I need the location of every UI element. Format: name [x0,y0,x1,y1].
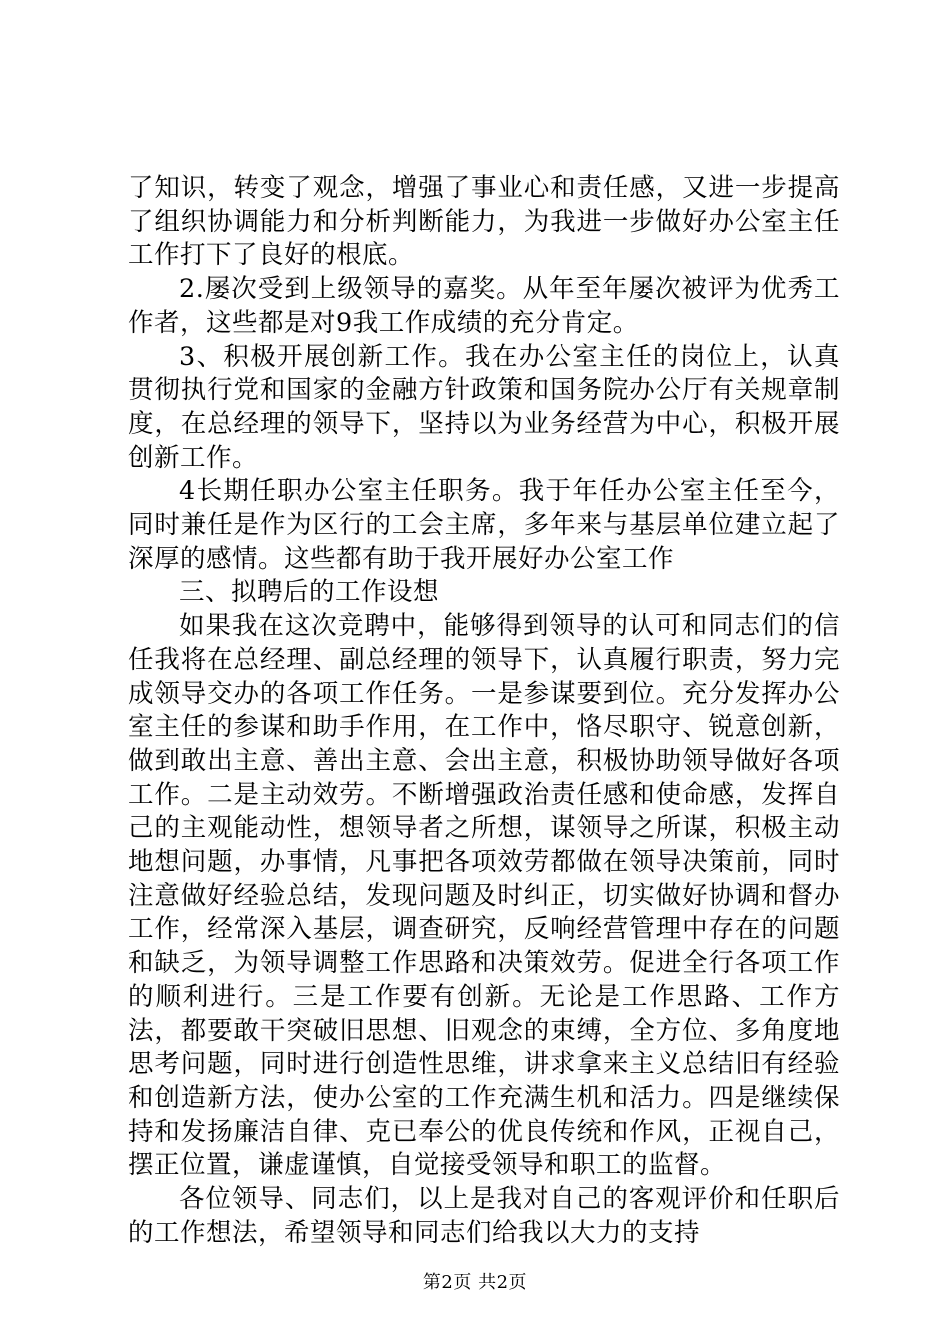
section-heading-work-plan: 三、拟聘后的工作设想 [179,577,440,608]
paragraph-work-plan: 如果我在这次竞聘中，能够得到领导的认可和同志们的信任我将在总经理、副总经理的领导下，认真履行职责，努力完成领导交办的各项工作任务。一是参谋要到位。充分发挥办公室主任的参谋和助手作用，在工作中，恪尽职守、锐意创新，做到敢出主意、善出主意、会出主意，积极协助领导做好各项工作。二是主动效劳。不断增强政治责任感和使命感，发挥自己的主观能动性，想领导者之所想，谋领导之所谋，积极主动地想问题，办事情，凡事把各项效劳都做在领导决策前，同时注意做好经验总结，发现问题及时纠正，切实做好协调和督办工作，经常深入基层，调查研究，反响经营管理中存在的问题和缺乏，为领导调整工作思路和决策效劳。促进全行各项工作的顺利进行。三是工作要有创新。无论是工作思路、工作方法，都要敢干突破旧思想、旧观念的束缚，全方位、多角度地思考问题，同时进行创造性思维，讲求拿来主义总结旧有经验和创造新方法，使办公室的工作充满生机和活力。四是继续保持和发扬廉洁自律、克已奉公的优良传统和作风，正视自己，摆正位置，谦虚谨慎，自觉接受领导和职工的监督。 [128,611,840,1181]
paragraph-innovation: 3、积极开展创新工作。我在办公室主任的岗位上，认真贯彻执行党和国家的金融方针政策和国务院办公厅有关规章制度，在总经理的领导下，坚持以为业务经营为中心，积极开展创新工作。 [128,341,840,473]
paragraph-continuation: 了知识，转变了观念，增强了事业心和责任感，又进一步提高了组织协调能力和分析判断能力，为我进一步做好办公室主任工作打下了良好的根底。 [128,173,840,271]
document-body [128,172,840,1251]
page-number-footer: 第2页 共2页 [422,1272,528,1293]
paragraph-commendations: 2.屡次受到上级领导的嘉奖。从年至年屡次被评为优秀工作者，这些都是对9我工作成绩的充分肯定。 [128,274,840,338]
paragraph-closing: 各位领导、同志们，以上是我对自己的客观评价和任职后的工作想法，希望领导和同志们给我以大力的支持 [128,1184,840,1248]
paragraph-long-term-service: 4长期任职办公室主任职务。我于年任办公室主任至今，同时兼任是作为区行的工会主席，多年来与基层单位建立起了深厚的感情。这些都有助于我开展好办公室工作 [128,476,840,574]
